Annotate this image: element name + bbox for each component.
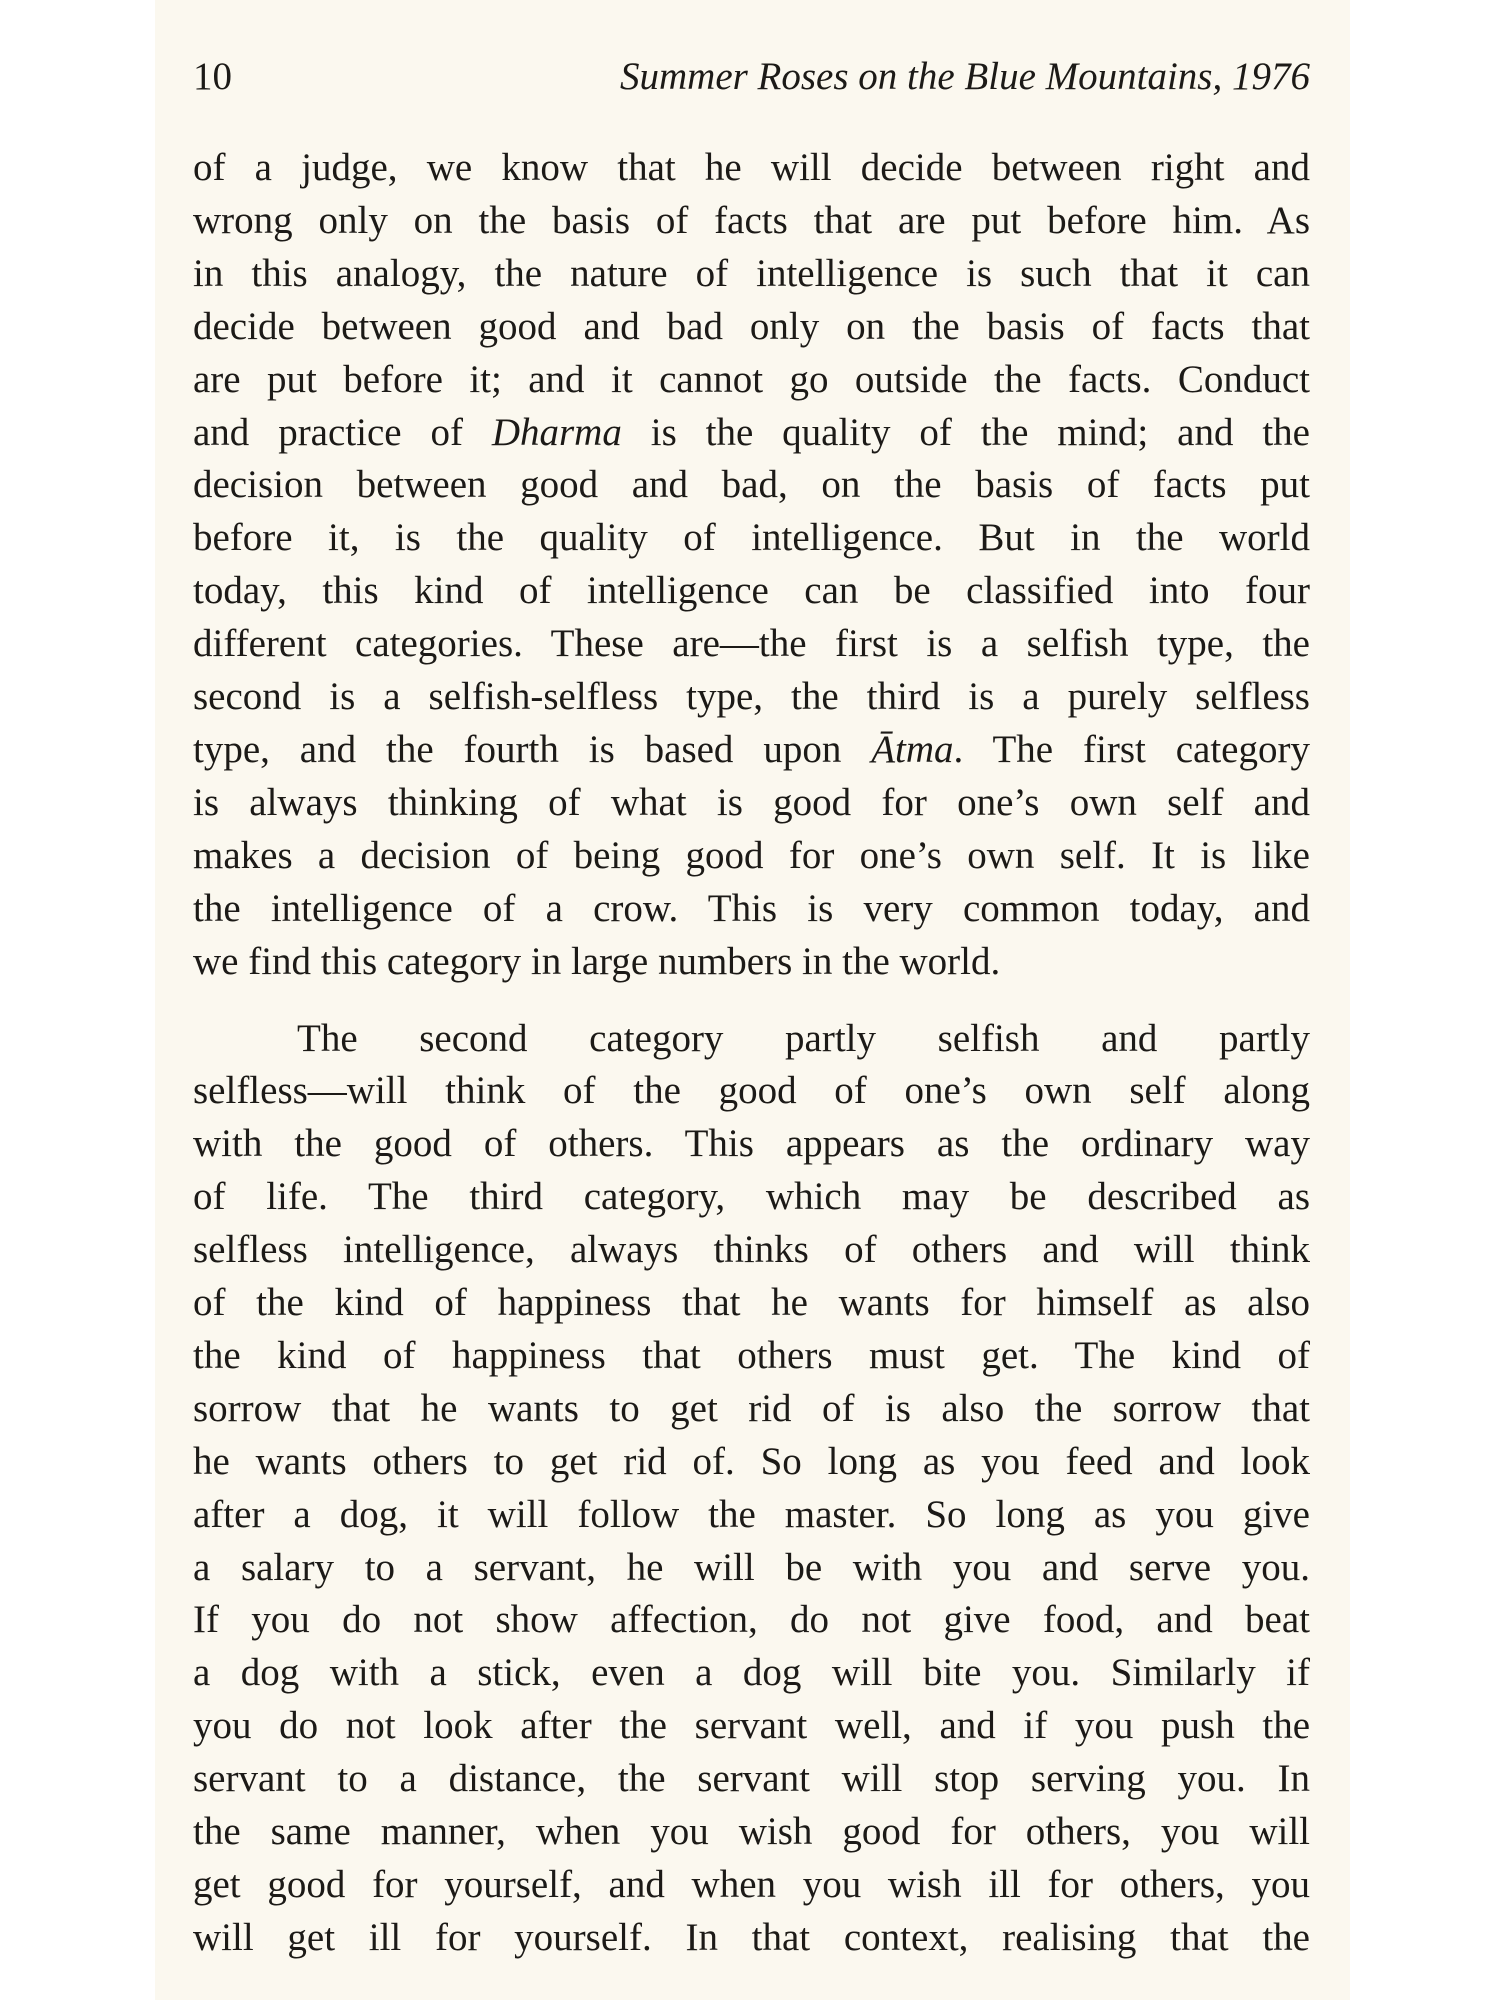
text-line: after a dog, it will follow the master. So long as you give xyxy=(193,1492,1310,1536)
text-line: the intelligence of a crow. This is very common today, and xyxy=(193,886,1310,930)
text-line: of a judge, we know that he will decide between right and xyxy=(193,146,1310,189)
text-line: the kind of happiness that others must get. The kind of xyxy=(193,1333,1310,1377)
text-line: with the good of others. This appears as the ordinary way xyxy=(193,1122,1310,1166)
text-line: decision between good and bad, on the basis of facts put xyxy=(193,463,1310,507)
text-line: we find this category in large numbers in the world. xyxy=(193,939,1001,983)
text-line: wrong only on the basis of facts that are put before him. As xyxy=(193,198,1310,242)
paragraph-1 xyxy=(193,142,1310,989)
text-line: The second category partly selfish and partly xyxy=(297,1016,1310,1060)
text-line: a dog with a stick, even a dog will bite you. Similarly if xyxy=(193,1651,1310,1695)
text-line: he wants others to get rid of. So long as you feed and look xyxy=(193,1439,1310,1483)
text-line: second is a selfish-selfless type, the third is a purely selfless xyxy=(193,675,1310,719)
page-header xyxy=(193,52,1310,112)
text-line: a salary to a servant, he will be with you and serve you. xyxy=(193,1545,1310,1589)
text-line: selfless intelligence, always thinks of others and will think xyxy=(193,1228,1310,1272)
text-line: in this analogy, the nature of intelligence is such that it can xyxy=(193,251,1310,295)
text-line: makes a decision of being good for one’s own self. It is like xyxy=(193,833,1310,877)
paragraph-gap xyxy=(193,989,1310,1013)
italic-term-dharma: Dharma xyxy=(491,410,622,454)
page-number: 10 xyxy=(193,55,232,98)
text-run: type, and the fourth is based upon xyxy=(193,727,872,771)
text-line: you do not look after the servant well, and if you push the xyxy=(193,1704,1310,1748)
italic-term-atma: Ātma xyxy=(871,727,954,771)
text-line: of life. The third category, which may be described as xyxy=(193,1175,1310,1219)
text-run: and practice of xyxy=(193,410,492,454)
text-line: will get ill for yourself. In that context, realising that the xyxy=(193,1915,1310,1959)
text-line: decide between good and bad only on the basis of facts that xyxy=(193,304,1310,348)
text-line: before it, is the quality of intelligence. But in the world xyxy=(193,516,1310,560)
text-line xyxy=(193,724,1310,777)
text-line: selfless—will think of the good of one’s own self along xyxy=(193,1069,1310,1113)
running-title: Summer Roses on the Blue Mountains, 1976 xyxy=(619,55,1310,98)
text-line: the same manner, when you wish good for others, you will xyxy=(193,1810,1310,1854)
text-line: sorrow that he wants to get rid of is also the sorrow that xyxy=(193,1386,1310,1430)
text-line: today, this kind of intelligence can be classified into four xyxy=(193,569,1310,613)
text-line: If you do not show affection, do not give food, and beat xyxy=(193,1598,1310,1642)
text-line xyxy=(193,407,1310,460)
text-line: is always thinking of what is good for one’s own self and xyxy=(193,780,1310,824)
text-line: of the kind of happiness that he wants for himself as also xyxy=(193,1281,1310,1325)
paragraph-2 xyxy=(193,1013,1310,1965)
text-run: is the quality of the mind; and the xyxy=(621,410,1310,454)
text-run: . The first category xyxy=(953,727,1310,771)
text-line: different categories. These are—the first is a selfish type, the xyxy=(193,622,1310,666)
text-line: servant to a distance, the servant will stop serving you. In xyxy=(193,1757,1310,1801)
book-page xyxy=(193,52,1310,1965)
text-line: get good for yourself, and when you wish ill for others, you xyxy=(193,1863,1310,1906)
page-body xyxy=(193,142,1310,1965)
text-line: are put before it; and it cannot go outside the facts. Conduct xyxy=(193,357,1310,401)
